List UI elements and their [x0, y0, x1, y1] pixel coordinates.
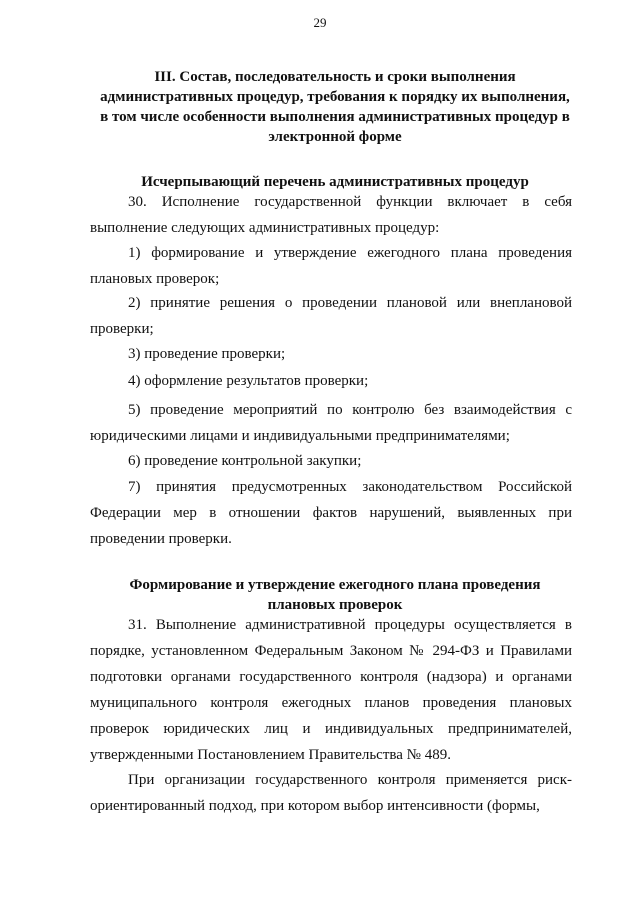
list-item-5: 5) проведение мероприятий по контролю без взаимодействия с юридическими лицами и индивидуальными предпринимателями; [90, 402, 572, 444]
section-title [90, 67, 580, 147]
subsection-title-planning [90, 575, 580, 615]
paragraph-30: 30. Исполнение государственной функции включает в себя выполнение следующих административных процедур: [90, 194, 572, 236]
list-item-2: 2) принятие решения о проведении плановой или внеплановой проверки; [90, 295, 572, 337]
list-item-4: 4) оформление результатов проверки; [128, 373, 369, 389]
section-title-line: III. Состав, последовательность и сроки выполнения [154, 69, 516, 85]
page-number: 29 [313, 15, 327, 30]
subsection-title-line: плановых проверок [267, 597, 403, 613]
subsection-title-procedures: Исчерпывающий перечень административных процедур [141, 174, 529, 190]
list-item-1: 1) формирование и утверждение ежегодного плана проведения плановых проверок; [90, 245, 572, 287]
section-title-line: административных процедур, требования к порядку их выполнения, [100, 89, 570, 105]
list-item-6: 6) проведение контрольной закупки; [128, 453, 362, 469]
section-title-line: электронной форме [268, 129, 402, 145]
section-title-line: в том числе особенности выполнения административных процедур в [100, 109, 570, 125]
subsection-title-line: Формирование и утверждение ежегодного плана проведения [129, 577, 541, 593]
paragraph-risk: При организации государственного контроля применяется риск-ориентированный подход, при котором выбор интенсивности (формы, [90, 772, 572, 814]
list-item-7: 7) принятия предусмотренных законодательством Российской Федерации мер в отношении фактов нарушений, выявленных при проведении проверки. [90, 479, 572, 547]
paragraph-31: 31. Выполнение административной процедуры осуществляется в порядке, установленном Федеральным Законом № 294-ФЗ и Правилами подготовки органами государственного контроля (надзора) и органами муниципального контроля ежегодных планов проведения плановых проверок юридических лиц и индивидуальных предпринимателей, утвержденными Постановлением Правительства № 489. [90, 617, 572, 763]
list-item-3: 3) проведение проверки; [128, 346, 286, 362]
